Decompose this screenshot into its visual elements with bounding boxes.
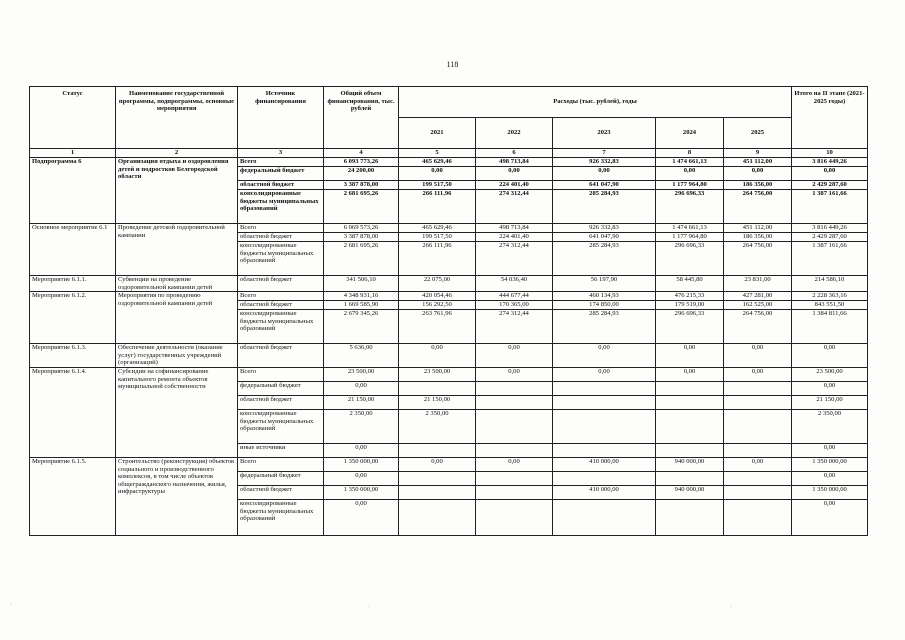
row-source: областной бюджет [238, 396, 324, 410]
year-cell: 22 075,00 [399, 276, 476, 292]
year-cell [553, 472, 656, 486]
itogo-cell: 0,00 [792, 382, 868, 396]
year-cell: 0,00 [476, 368, 553, 382]
year-cell [399, 382, 476, 396]
itogo-cell: 2 429 287,60 [792, 181, 868, 190]
column-number: 6 [476, 149, 553, 158]
year-cell: 23 831,00 [724, 276, 792, 292]
year-cell [724, 444, 792, 458]
header-total: Общий объем финансирования, тыс. рублей [324, 87, 399, 149]
year-cell: 451 112,00 [724, 224, 792, 233]
itogo-cell: 0,00 [792, 444, 868, 458]
year-cell [656, 472, 724, 486]
year-cell [724, 382, 792, 396]
year-cell: 54 036,40 [476, 276, 553, 292]
table-row [30, 368, 868, 382]
year-cell [656, 500, 724, 536]
column-number: 9 [724, 149, 792, 158]
year-cell: 224 401,40 [476, 233, 553, 242]
year-cell: 296 696,33 [656, 242, 724, 276]
column-number: 8 [656, 149, 724, 158]
itogo-cell: 21 150,00 [792, 396, 868, 410]
year-cell [399, 444, 476, 458]
year-cell: 926 332,83 [553, 224, 656, 233]
row-source: областной бюджет [238, 301, 324, 310]
year-cell: 266 111,96 [399, 242, 476, 276]
year-cell: 162 525,00 [724, 301, 792, 310]
row-source: федеральный бюджет [238, 167, 324, 181]
year-cell [724, 500, 792, 536]
year-cell [553, 500, 656, 536]
year-cell [476, 410, 553, 444]
itogo-cell: 2 228 363,16 [792, 292, 868, 301]
year-cell: 174 850,00 [553, 301, 656, 310]
year-cell: 274 312,44 [476, 190, 553, 224]
row-source: областной бюджет [238, 181, 324, 190]
table-row [30, 458, 868, 472]
column-number-row [30, 149, 868, 158]
year-cell: 199 517,50 [399, 181, 476, 190]
itogo-cell: 23 500,00 [792, 368, 868, 382]
year-cell: 1 177 964,80 [656, 181, 724, 190]
year-cell: 170 365,00 [476, 301, 553, 310]
table-row [30, 344, 868, 368]
year-cell [476, 396, 553, 410]
year-cell [553, 444, 656, 458]
itogo-cell: 0,00 [792, 344, 868, 368]
itogo-cell: 1 384 811,66 [792, 310, 868, 344]
year-cell [553, 410, 656, 444]
row-status: Мероприятие 6.1.3. [30, 344, 116, 368]
itogo-cell: 1 350 000,00 [792, 486, 868, 500]
row-source: областной бюджет [238, 233, 324, 242]
itogo-cell: 2 350,00 [792, 410, 868, 444]
header-year: 2024 [656, 118, 724, 149]
year-cell: 0,00 [399, 344, 476, 368]
year-cell: 460 134,93 [553, 292, 656, 301]
row-source: областной бюджет [238, 344, 324, 368]
itogo-cell: 3 816 449,26 [792, 158, 868, 167]
year-cell [724, 410, 792, 444]
table-row [30, 224, 868, 233]
year-cell: 199 517,50 [399, 233, 476, 242]
year-cell: 465 629,46 [399, 158, 476, 167]
itogo-cell: 0,00 [792, 500, 868, 536]
year-cell: 0,00 [476, 458, 553, 472]
total-cell: 341 506,10 [324, 276, 399, 292]
year-cell [476, 382, 553, 396]
year-cell: 179 519,00 [656, 301, 724, 310]
year-cell: 285 284,93 [553, 310, 656, 344]
itogo-cell: 2 429 287,60 [792, 233, 868, 242]
year-cell [656, 396, 724, 410]
year-cell: 285 284,93 [553, 242, 656, 276]
year-cell: 285 284,93 [553, 190, 656, 224]
year-cell: 0,00 [724, 368, 792, 382]
table-body [30, 149, 868, 536]
year-cell: 58 445,80 [656, 276, 724, 292]
itogo-cell: 1 350 000,00 [792, 458, 868, 472]
column-number: 5 [399, 149, 476, 158]
year-cell: 264 756,00 [724, 190, 792, 224]
row-source: консолидированные бюджеты муниципальных образований [238, 410, 324, 444]
total-cell: 5 636,00 [324, 344, 399, 368]
total-cell: 4 348 931,16 [324, 292, 399, 301]
total-cell: 3 387 878,00 [324, 233, 399, 242]
year-cell: 0,00 [724, 167, 792, 181]
year-cell: 0,00 [553, 167, 656, 181]
year-cell: 498 713,84 [476, 224, 553, 233]
year-cell: 427 281,00 [724, 292, 792, 301]
row-name: Организация отдыха и оздоровления детей и подростков Белгородской области [116, 158, 238, 224]
year-cell: 186 356,00 [724, 181, 792, 190]
scan-mark: · [368, 604, 370, 610]
total-cell: 24 200,00 [324, 167, 399, 181]
year-cell [724, 486, 792, 500]
year-cell: 21 150,00 [399, 396, 476, 410]
year-cell [476, 500, 553, 536]
year-cell [476, 472, 553, 486]
year-cell: 156 292,50 [399, 301, 476, 310]
row-status: Мероприятие 6.1.5. [30, 458, 116, 536]
itogo-cell: 0,00 [792, 167, 868, 181]
header-year: 2023 [553, 118, 656, 149]
year-cell: 0,00 [656, 368, 724, 382]
year-cell [476, 486, 553, 500]
total-cell: 2 681 695,26 [324, 190, 399, 224]
total-cell: 6 069 573,26 [324, 224, 399, 233]
year-cell: 0,00 [724, 344, 792, 368]
table-row [30, 292, 868, 301]
row-source: Всего [238, 368, 324, 382]
header-status: Статус [30, 87, 116, 149]
row-name: Проведение детской оздоровительной кампании [116, 224, 238, 276]
column-number: 3 [238, 149, 324, 158]
row-source: иные источники [238, 444, 324, 458]
year-cell: 444 677,44 [476, 292, 553, 301]
year-cell: 264 756,00 [724, 242, 792, 276]
year-cell: 0,00 [399, 458, 476, 472]
year-cell: 420 054,46 [399, 292, 476, 301]
year-cell: 410 000,00 [553, 458, 656, 472]
row-source: Всего [238, 224, 324, 233]
row-name: Строительство (реконструкция) объектов социального и производственного комплексов, в том числе объектов общегражданского назначения, жилья, инфраструктуры [116, 458, 238, 536]
scan-mark: · [10, 602, 12, 608]
year-cell [656, 410, 724, 444]
year-cell: 410 000,00 [553, 486, 656, 500]
year-cell: 1 474 661,13 [656, 224, 724, 233]
header-itogo: Итого на II этапе (2021-2025 годы) [792, 87, 868, 149]
year-cell: 0,00 [553, 344, 656, 368]
year-cell: 224 401,40 [476, 181, 553, 190]
year-cell: 498 713,84 [476, 158, 553, 167]
itogo-cell: 1 387 161,66 [792, 190, 868, 224]
year-cell: 0,00 [656, 167, 724, 181]
year-cell [399, 500, 476, 536]
total-cell: 0,00 [324, 472, 399, 486]
page-number: 118 [446, 60, 459, 69]
total-cell: 1 350 000,00 [324, 458, 399, 472]
total-cell: 1 669 585,90 [324, 301, 399, 310]
column-number: 4 [324, 149, 399, 158]
table-row [30, 158, 868, 167]
year-cell: 186 356,00 [724, 233, 792, 242]
total-cell: 2 681 695,26 [324, 242, 399, 276]
header-expenses: Расходы (тыс. рублей), годы [399, 87, 792, 118]
total-cell: 23 500,00 [324, 368, 399, 382]
year-cell: 264 756,00 [724, 310, 792, 344]
row-name: Субвенции на проведение оздоровительной кампании детей [116, 276, 238, 292]
row-source: консолидированные бюджеты муниципальных образований [238, 190, 324, 224]
row-status: Основное мероприятие 6.1 [30, 224, 116, 276]
row-name: Обеспечение деятельности (оказание услуг) государственных учреждений (организаций) [116, 344, 238, 368]
itogo-cell: 1 387 161,66 [792, 242, 868, 276]
row-source: Всего [238, 292, 324, 301]
year-cell: 476 215,33 [656, 292, 724, 301]
row-source: консолидированные бюджеты муниципальных образований [238, 242, 324, 276]
column-number: 2 [116, 149, 238, 158]
year-cell: 56 197,90 [553, 276, 656, 292]
year-cell: 641 047,90 [553, 181, 656, 190]
header-source: Источник финансирования [238, 87, 324, 149]
itogo-cell: 214 586,10 [792, 276, 868, 292]
total-cell: 21 150,00 [324, 396, 399, 410]
row-source: консолидированные бюджеты муниципальных образований [238, 500, 324, 536]
total-cell: 6 093 773,26 [324, 158, 399, 167]
total-cell: 0,00 [324, 444, 399, 458]
total-cell: 2 350,00 [324, 410, 399, 444]
year-cell [399, 472, 476, 486]
year-cell: 1 177 964,80 [656, 233, 724, 242]
year-cell [553, 396, 656, 410]
year-cell: 465 629,46 [399, 224, 476, 233]
year-cell: 0,00 [476, 167, 553, 181]
year-cell: 266 111,96 [399, 190, 476, 224]
year-cell: 0,00 [553, 368, 656, 382]
total-cell: 3 387 878,00 [324, 181, 399, 190]
column-number: 7 [553, 149, 656, 158]
row-source: федеральный бюджет [238, 472, 324, 486]
year-cell: 2 350,00 [399, 410, 476, 444]
header-name: Наименование государственной программы, подпрограммы, основные мероприятия [116, 87, 238, 149]
row-status: Мероприятие 6.1.2. [30, 292, 116, 344]
year-cell [656, 444, 724, 458]
row-source: Всего [238, 158, 324, 167]
row-source: областной бюджет [238, 276, 324, 292]
year-cell: 940 000,00 [656, 486, 724, 500]
year-cell [724, 396, 792, 410]
scan-mark: · [730, 604, 732, 610]
itogo-cell: 0,00 [792, 472, 868, 486]
year-cell: 451 112,00 [724, 158, 792, 167]
year-cell: 296 696,33 [656, 310, 724, 344]
year-cell: 940 000,00 [656, 458, 724, 472]
row-name: Субсидии на софинансирование капитального ремонта объектов муниципальной собственности [116, 368, 238, 458]
total-cell: 0,00 [324, 500, 399, 536]
year-cell [724, 472, 792, 486]
year-cell: 926 332,83 [553, 158, 656, 167]
row-source: федеральный бюджет [238, 382, 324, 396]
year-cell: 23 500,00 [399, 368, 476, 382]
row-status: Подпрограмма 6 [30, 158, 116, 224]
itogo-cell: 843 551,50 [792, 301, 868, 310]
year-cell: 0,00 [476, 344, 553, 368]
itogo-cell: 3 816 449,26 [792, 224, 868, 233]
year-cell: 0,00 [399, 167, 476, 181]
year-cell [553, 382, 656, 396]
year-cell: 274 312,44 [476, 242, 553, 276]
year-cell: 296 696,33 [656, 190, 724, 224]
year-cell: 1 474 661,13 [656, 158, 724, 167]
total-cell: 2 679 345,26 [324, 310, 399, 344]
year-cell: 0,00 [724, 458, 792, 472]
table-row [30, 276, 868, 292]
row-status: Мероприятие 6.1.1. [30, 276, 116, 292]
row-name: Мероприятия по проведению оздоровительной кампании детей [116, 292, 238, 344]
year-cell [476, 444, 553, 458]
total-cell: 0,00 [324, 382, 399, 396]
total-cell: 1 350 000,00 [324, 486, 399, 500]
row-source: областной бюджет [238, 486, 324, 500]
header-year: 2021 [399, 118, 476, 149]
year-cell [399, 486, 476, 500]
header-year: 2022 [476, 118, 553, 149]
row-source: Всего [238, 458, 324, 472]
column-number: 1 [30, 149, 116, 158]
header-year: 2025 [724, 118, 792, 149]
year-cell: 263 761,96 [399, 310, 476, 344]
year-cell: 0,00 [656, 344, 724, 368]
year-cell [656, 382, 724, 396]
row-source: консолидированные бюджеты муниципальных образований [238, 310, 324, 344]
column-number: 10 [792, 149, 868, 158]
year-cell: 274 312,44 [476, 310, 553, 344]
year-cell: 641 047,90 [553, 233, 656, 242]
row-status: Мероприятие 6.1.4. [30, 368, 116, 458]
budget-table [29, 86, 868, 536]
